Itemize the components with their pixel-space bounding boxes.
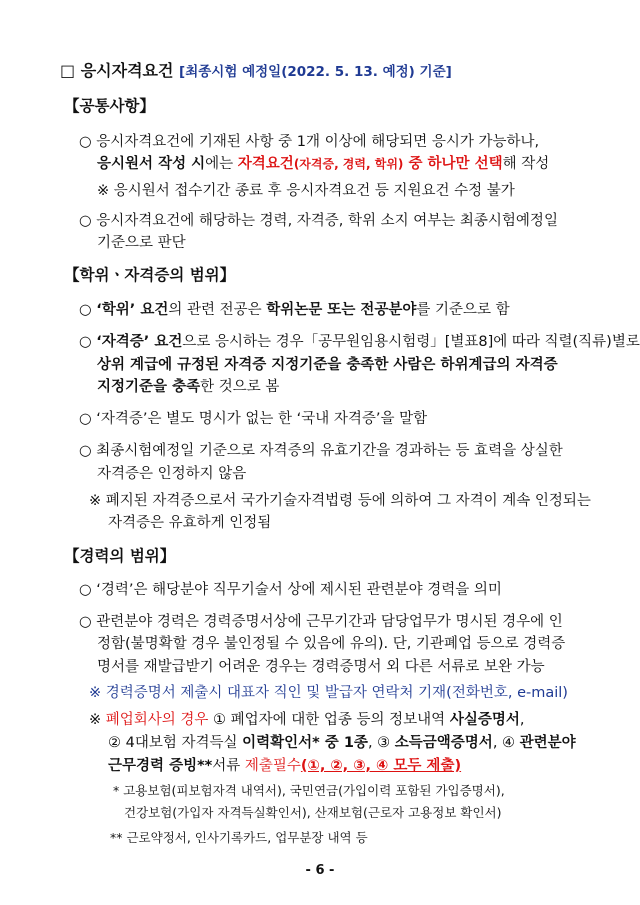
text-segment: , xyxy=(519,712,525,728)
degree-item-2-line-3 xyxy=(97,377,279,397)
degree-item-2-line-2: 상위 계급에 규정된 자격증 지정기준을 충족한 사람은 하위계급의 자격증 xyxy=(97,357,558,373)
career-item-2-line-2: 정함(불명확할 경우 불인정될 수 있음에 유의). 단, 기관폐업 등으로 경력증 xyxy=(97,636,566,652)
career-note-2-line-1 xyxy=(89,710,524,730)
text-segment: , ③ xyxy=(367,735,395,751)
career-item-1: ○ ‘경력’은 해당분야 직무기술서 상에 제시된 관련분야 경력을 의미 xyxy=(79,582,502,598)
degree-item-4-line-2: 자격증은 인정하지 않음 xyxy=(97,466,247,482)
thesis-or-major: 학위논문 또는 전공분야 xyxy=(266,302,417,318)
common-item-2-line-1: ○ 응시자격요건에 해당하는 경력, 자격증, 학위 소지 여부는 최종시험예정일 xyxy=(79,213,558,229)
closed-company-text: 폐업회사의 경우 xyxy=(105,712,209,728)
text-segment: 를 기준으로 함 xyxy=(416,302,510,318)
text-segment: 의 관련 전공은 xyxy=(168,302,267,318)
note-mark: ※ xyxy=(89,712,106,728)
page-number: - 6 - xyxy=(305,863,335,878)
app-form-text: 응시원서 작성 시 xyxy=(97,156,206,172)
footnote-2: ** 근로약정서, 인사기록카드, 업무분장 내역 등 xyxy=(110,830,368,845)
page-title xyxy=(60,61,452,82)
text-segment: 에는 xyxy=(205,156,238,172)
text-segment: ① 폐업자에 대한 업종 등의 정보내역 xyxy=(208,712,450,728)
criteria-met: 지정기준을 충족 xyxy=(97,379,201,395)
footnote-1-line-1: * 고용보험(피보험자격 내역서), 국민연금(가입이력 포함된 가입증명서), xyxy=(113,783,505,798)
degree-item-1 xyxy=(79,300,510,320)
income-certificate: 소득금액증명서 xyxy=(394,735,493,751)
footnote-1-line-2: 건강보험(가입자 자격득실확인서), 산재보험(근로자 고용정보 확인서) xyxy=(124,805,502,820)
submit-all-text: (①, ②, ③, ④ 모두 제출) xyxy=(300,758,462,774)
text-segment: , ④ xyxy=(492,735,520,751)
title-main: 응시자격요건 xyxy=(80,61,174,80)
title-subtitle: [최종시험 예정일(2022. 5. 13. 예정) 기준] xyxy=(179,64,452,80)
text-segment: 으로 응시하는 경우「공무원임용시험령」[별표8]에 따라 직렬(직류)별로 xyxy=(182,334,640,350)
text-segment: 한 것으로 봄 xyxy=(200,379,280,395)
common-item-2-line-2: 기준으로 판단 xyxy=(97,235,186,251)
section-career-heading: 【경력의 범위】 xyxy=(64,547,176,565)
requirement-types: (자격증, 경력, 학위) xyxy=(293,157,404,171)
text-segment: ② 4대보험 자격득실 xyxy=(108,735,243,751)
degree-item-4-line-1: ○ 최종시험예정일 기준으로 자격증의 유효기간을 경과하는 등 효력을 상실한 xyxy=(79,443,563,459)
career-item-2-line-3: 명서를 재발급받기 어려운 경우는 경력증명서 외 다른 서류로 보완 가능 xyxy=(97,659,545,675)
cert-requirement: ‘자격증’ 요건 xyxy=(96,334,183,350)
degree-note-line-1: ※ 폐지된 자격증으로서 국가기술자격법령 등에 의하여 그 자격이 계속 인정되는 xyxy=(89,493,591,509)
bullet: ○ xyxy=(79,302,97,318)
choose-one-text: 중 하나만 선택 xyxy=(403,156,503,172)
common-item-1-line-2 xyxy=(97,154,549,174)
degree-note-line-2: 자격증은 유효하게 인정됨 xyxy=(108,515,272,531)
section-degree-heading: 【학위ㆍ자격증의 범위】 xyxy=(64,266,236,284)
common-item-1-line-1: ○ 응시자격요건에 기재된 사항 중 1개 이상에 해당되면 응시가 가능하나, xyxy=(79,134,540,150)
career-note-2-line-3 xyxy=(108,756,461,776)
text-segment: 해 작성 xyxy=(502,156,550,172)
related-field: 관련분야 xyxy=(519,735,576,751)
bullet: ○ xyxy=(79,334,97,350)
checkbox-glyph: □ xyxy=(60,61,76,80)
text-segment: 서류 xyxy=(212,758,245,774)
degree-requirement: ‘학위’ 요건 xyxy=(96,302,169,318)
degree-item-2-line-1 xyxy=(79,332,640,352)
degree-item-3: ○ ‘자격증’은 별도 명시가 없는 한 ‘국내 자격증’을 말함 xyxy=(79,411,428,427)
career-note-1: ※ 경력증명서 제출시 대표자 직인 및 발급자 연락처 기재(전화번호, e-mail) xyxy=(89,685,568,701)
requirement-text: 자격요건 xyxy=(237,156,294,172)
career-note-2-line-2 xyxy=(108,733,576,753)
common-note-1: ※ 응시원서 접수기간 종료 후 응시자격요건 등 지원요건 수정 불가 xyxy=(97,183,515,199)
fact-certificate: 사실증명서 xyxy=(449,712,520,728)
career-item-2-line-1: ○ 관련분야 경력은 경력증명서상에 근무기간과 담당업무가 명시된 경우에 인 xyxy=(79,614,563,630)
section-common-heading: 【공통사항】 xyxy=(64,97,155,115)
history-confirmation: 이력확인서* 중 1종 xyxy=(242,735,368,751)
mandatory-text: 제출필수 xyxy=(244,758,301,774)
career-proof: 근무경력 증빙** xyxy=(108,758,213,774)
